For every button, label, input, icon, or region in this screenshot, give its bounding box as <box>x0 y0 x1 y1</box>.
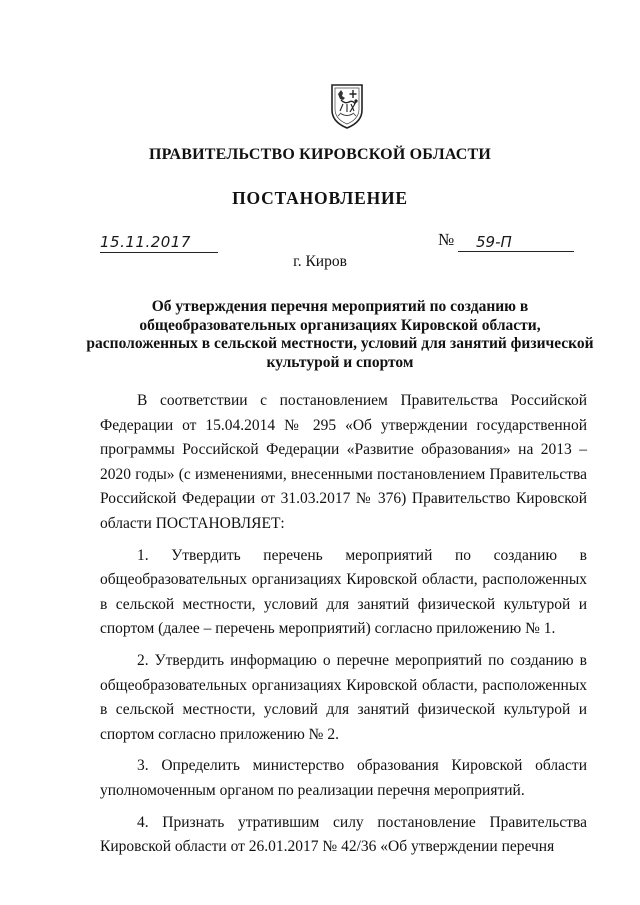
title-line: расположенных в сельской местности, условий для занятий физической <box>86 335 594 352</box>
title-line: Об утверждения перечня мероприятий по созданию в <box>151 298 529 315</box>
coat-of-arms-icon <box>327 82 367 130</box>
paragraph-item-3: 3. Определить министерство образования Кировской области уполномоченным органом по реализации перечня мероприятий. <box>100 757 587 799</box>
number-value: 59-П <box>476 233 512 251</box>
paragraph-preamble: В соответствии с постановлением Правительства Российской Федерации от 15.04.2014 № 295 «Об утверждении государственной программы Российской Федерации «Развитие образования» на 2013 – 2020 годы» (с изменениями, внесенными постановлением Правительства Российской Федерации от 31.03.2017 № 376) Правительство Кировской области ПОСТАНОВЛЯЕТ: <box>100 392 587 532</box>
city: г. Киров <box>293 253 347 270</box>
number-field <box>458 233 574 252</box>
title-line: культурой и спортом <box>266 353 414 371</box>
number-sign: № <box>438 230 455 249</box>
date-field <box>100 232 218 253</box>
government-title: ПРАВИТЕЛЬСТВО КИРОВСКОЙ ОБЛАСТИ <box>148 146 492 163</box>
date-value: 15.11.2017 <box>100 233 191 251</box>
paragraph-item-1: 1. Утвердить перечень мероприятий по созданию в общеобразовательных организациях Кировской области, расположенных в сельской местности, условий для занятий физической культурой и спортом (далее – перечень мероприятий) согласно приложению № 1. <box>100 546 587 638</box>
document-type: ПОСТАНОВЛЕНИЕ <box>232 188 408 208</box>
document-title <box>70 298 610 372</box>
paragraph-item-2: 2. Утвердить информацию о перечне мероприятий по созданию в общеобразовательных организациях Кировской области, расположенных в сельской местности, условий для занятий физической культурой и спортом согласно приложению № 2. <box>100 651 587 743</box>
number-block <box>438 230 578 252</box>
document-body <box>100 389 587 867</box>
title-line: общеобразовательных организациях Кировской области, <box>139 316 541 334</box>
paragraph-item-4: 4. Признать утратившим силу постановление Правительства Кировской области от 26.01.2017 № 42/36 «Об утверждении перечня <box>100 813 587 856</box>
